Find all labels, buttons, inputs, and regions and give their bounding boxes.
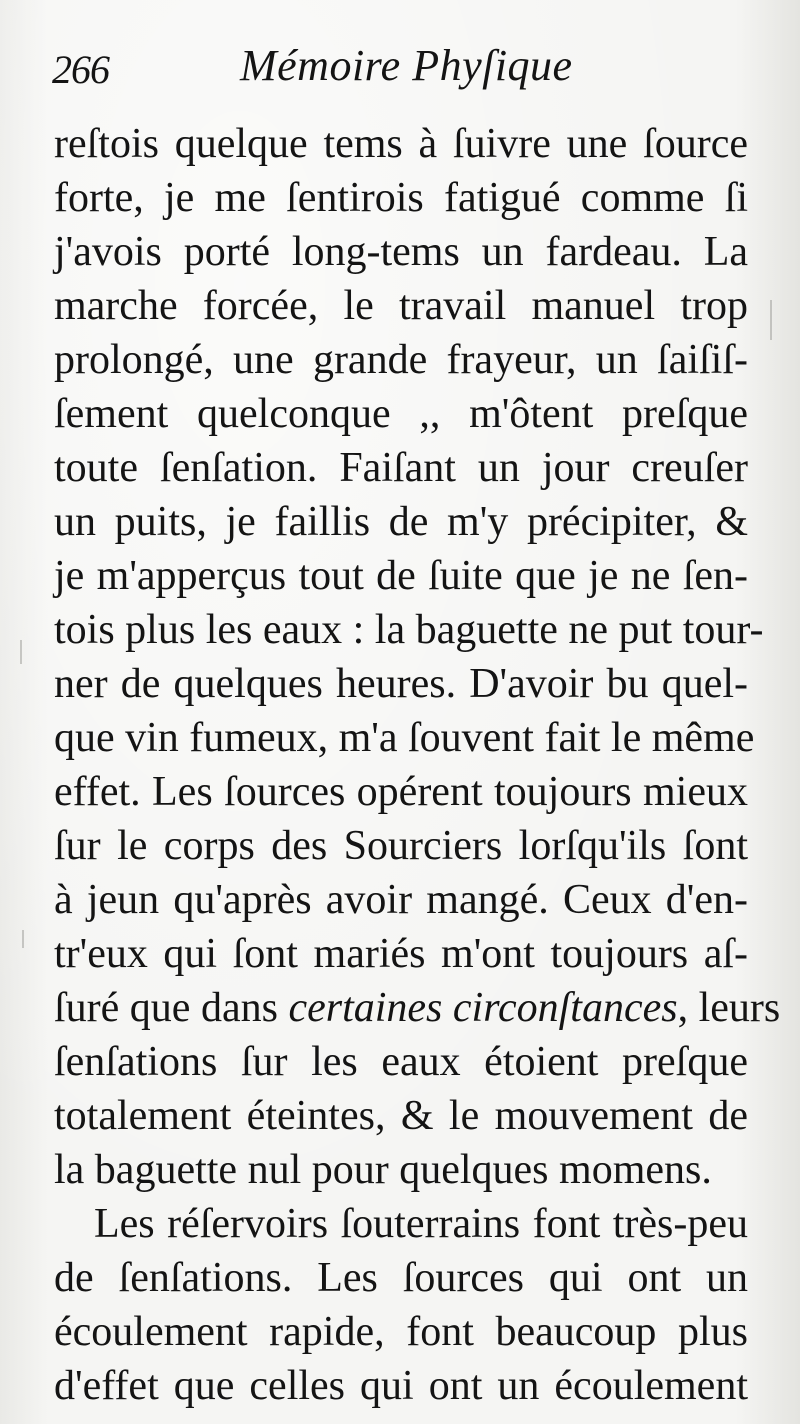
text-line: que vin fumeux, m'a ſouvent fait le même bbox=[54, 715, 755, 761]
paper-speck bbox=[770, 300, 772, 340]
italic-phrase: certaines circonſtances bbox=[288, 985, 678, 1031]
paper-speck bbox=[20, 640, 22, 664]
page-number: 266 bbox=[52, 47, 109, 92]
text-line: d'effet que celles qui ont un écoulement bbox=[54, 1363, 748, 1409]
text-segment: ſuré que dans bbox=[54, 985, 289, 1031]
text-line: prolongé, une grande frayeur, un ſaiſiſ- bbox=[54, 337, 748, 383]
text-line: ſenſations ſur les eaux étoient preſque bbox=[54, 1039, 748, 1085]
text-line: je m'apperçus tout de ſuite que je ne ſen- bbox=[54, 553, 748, 599]
page-header bbox=[52, 40, 772, 100]
text-line-with-italic bbox=[54, 981, 781, 1035]
text-line: tois plus les eaux : la baguette ne put tour- bbox=[54, 607, 764, 653]
text-line: ner de quelques heures. D'avoir bu quel- bbox=[54, 661, 748, 707]
text-line: effet. Les ſources opérent toujours mieux bbox=[54, 769, 748, 815]
text-segment: , leurs bbox=[677, 985, 781, 1031]
text-line: un puits, je faillis de m'y précipiter, & bbox=[54, 499, 748, 545]
body-text bbox=[54, 117, 781, 1413]
text-line: ſement quelconque ,, m'ôtent preſque bbox=[54, 391, 748, 437]
paragraph-end-line: la baguette nul pour quelques momens. bbox=[54, 1147, 712, 1193]
paragraph-start-line: Les réſervoirs ſouterrains font très-peu bbox=[94, 1201, 748, 1247]
text-line: totalement éteintes, & le mouvement de bbox=[54, 1093, 748, 1139]
text-line: reſtois quelque tems à ſuivre une ſource bbox=[54, 121, 748, 167]
text-line: marche forcée, le travail manuel trop bbox=[54, 283, 748, 329]
text-line: écoulement rapide, font beaucoup plus bbox=[54, 1309, 748, 1355]
text-line: de ſenſations. Les ſources qui ont un bbox=[54, 1255, 748, 1301]
text-line: ſur le corps des Sourciers lorſqu'ils ſont bbox=[54, 823, 748, 869]
paper-speck bbox=[22, 930, 24, 948]
text-line: j'avois porté long-tems un fardeau. La bbox=[54, 229, 748, 275]
text-line: tr'eux qui ſont mariés m'ont toujours aſ- bbox=[54, 931, 748, 977]
text-line: forte, je me ſentirois fatigué comme ſi bbox=[54, 175, 748, 221]
running-title: Mémoire Phyſique bbox=[240, 41, 573, 90]
text-line: toute ſenſation. Faiſant un jour creuſer bbox=[54, 445, 748, 491]
text-line: à jeun qu'après avoir mangé. Ceux d'en- bbox=[54, 877, 748, 923]
